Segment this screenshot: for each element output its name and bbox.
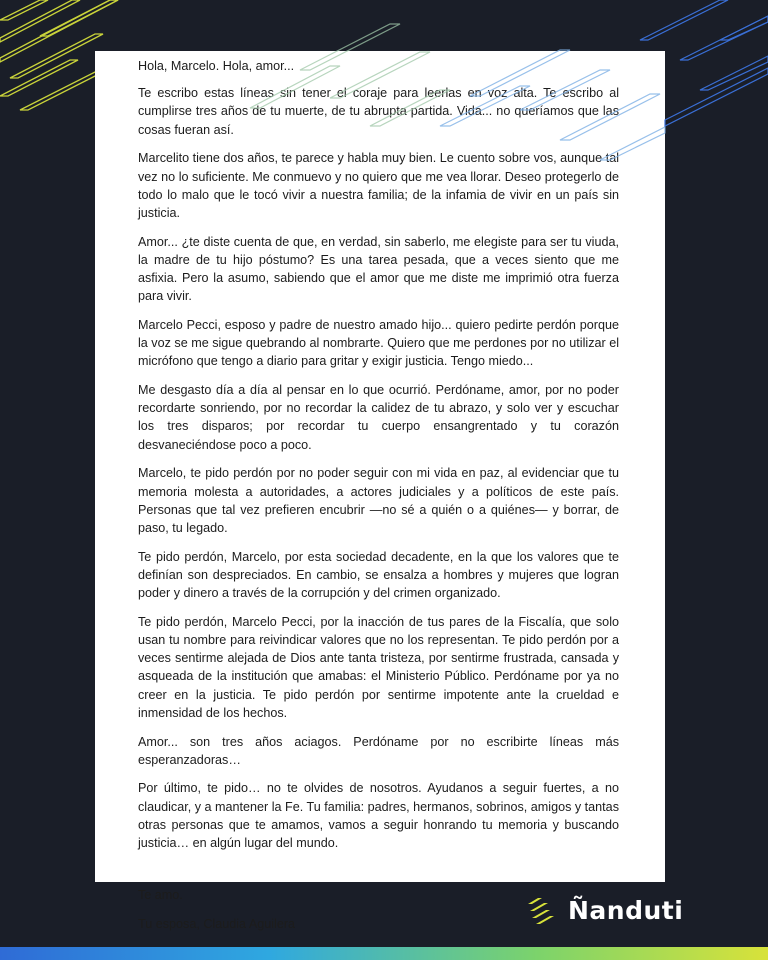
letter-paragraph: Marcelo, te pido perdón por no poder seguir con mi vida en paz, al evidenciar que tu memoria molesta a autoridades, a actores judiciales y a políticos de este país. Personas que tal vez prefieren encubrir —no sé a quién o a quiénes— y borrar, de paso, tu legado.	[138, 466, 619, 535]
letter-paragraph: Marcelo Pecci, esposo y padre de nuestro amado hijo... quiero pedirte perdón porque la voz se me sigue quebrando al nombrarte. Quiero que me perdones por no utilizar el micrófono que tengo a diario para gritar y exigir justicia. Tengo miedo...	[138, 317, 619, 369]
letter-paragraph: Amor... ¿te diste cuenta de que, en verdad, sin saberlo, me elegiste para ser tu viuda, la madre de tu hijo póstumo? Es una tarea pesada, que a veces siento que me asfixia. Pero la asumo, sabiendo que el amor que me diste me imprimió otra fuerza para vivir.	[138, 234, 619, 304]
letter-paragraph: Me desgasto día a día al pensar en lo que ocurrió. Perdóname, amor, por no poder recordarte sonriendo, por no recordar la calidez de tu abrazo, y solo ver y escuchar los tres disparos; por recordar tu cuerpo ensangrentado y tu corazón desvaneciéndose poco a poco.	[138, 383, 619, 452]
letter-paragraph: Amor... son tres años aciagos. Perdóname por no escribirte líneas más esperanzadoras…	[138, 734, 619, 767]
letter-signature: Tu esposa, Claudia Aguilera	[138, 916, 296, 931]
letter-closing: Te amo.	[138, 888, 183, 903]
brand-name: Ñanduti	[568, 895, 684, 925]
brand-logo	[526, 890, 683, 930]
letter-greeting: Hola, Marcelo. Hola, amor...	[138, 59, 295, 73]
letter-paragraph: Te escribo estas líneas sin tener el coraje para leerlas en voz alta. Te escribo al cumplirse tres años de tu muerte, de tu abrupta partida. Vida... no queríamos que las cosas fueran así.	[138, 86, 619, 137]
bottom-gradient-bar	[0, 947, 768, 960]
letter-paragraph: Por último, te pido… no te olvides de nosotros. Ayudanos a seguir fuertes, a no claudicar, y a mantener la Fe. Tu familia: padres, hermanos, sobrinos, amigos y tantas otras personas que te amamos, vamos a seguir honrando tu memoria y buscando justicia… en algún lugar del mundo.	[138, 781, 619, 851]
letter-paragraph: Marcelito tiene dos años, te parece y habla muy bien. Le cuento sobre vos, aunque tal vez no lo suficiente. Me conmuevo y no quiero que me vea llorar. Deseo protegerlo de todo lo malo que le tocó vivir a nuestra familia; de la infamia de vivir en un país sin justicia.	[138, 151, 619, 220]
nanduti-logo-icon	[526, 895, 556, 925]
letter-paragraph: Te pido perdón, Marcelo, por esta sociedad decadente, en la que los valores que te definían son despreciados. En cambio, se ensalza a hombres y mujeres que logran poder y dinero a través de la corrupción y del crimen organizado.	[138, 549, 619, 601]
letter-paragraph: Te pido perdón, Marcelo Pecci, por la inacción de tus pares de la Fiscalía, que solo usan tu nombre para reivindicar valores que no los representan. Te pido perdón por a veces sentirme alejada de Dios ante tanta tristeza, por sentirme frustrada, cansada y asqueada de la institución que amabas: el Ministerio Público. Perdóname por ya no creer en la justicia. Te pido perdón por sentirme impotente ante la crueldad e inmensidad de los hechos.	[138, 614, 619, 720]
